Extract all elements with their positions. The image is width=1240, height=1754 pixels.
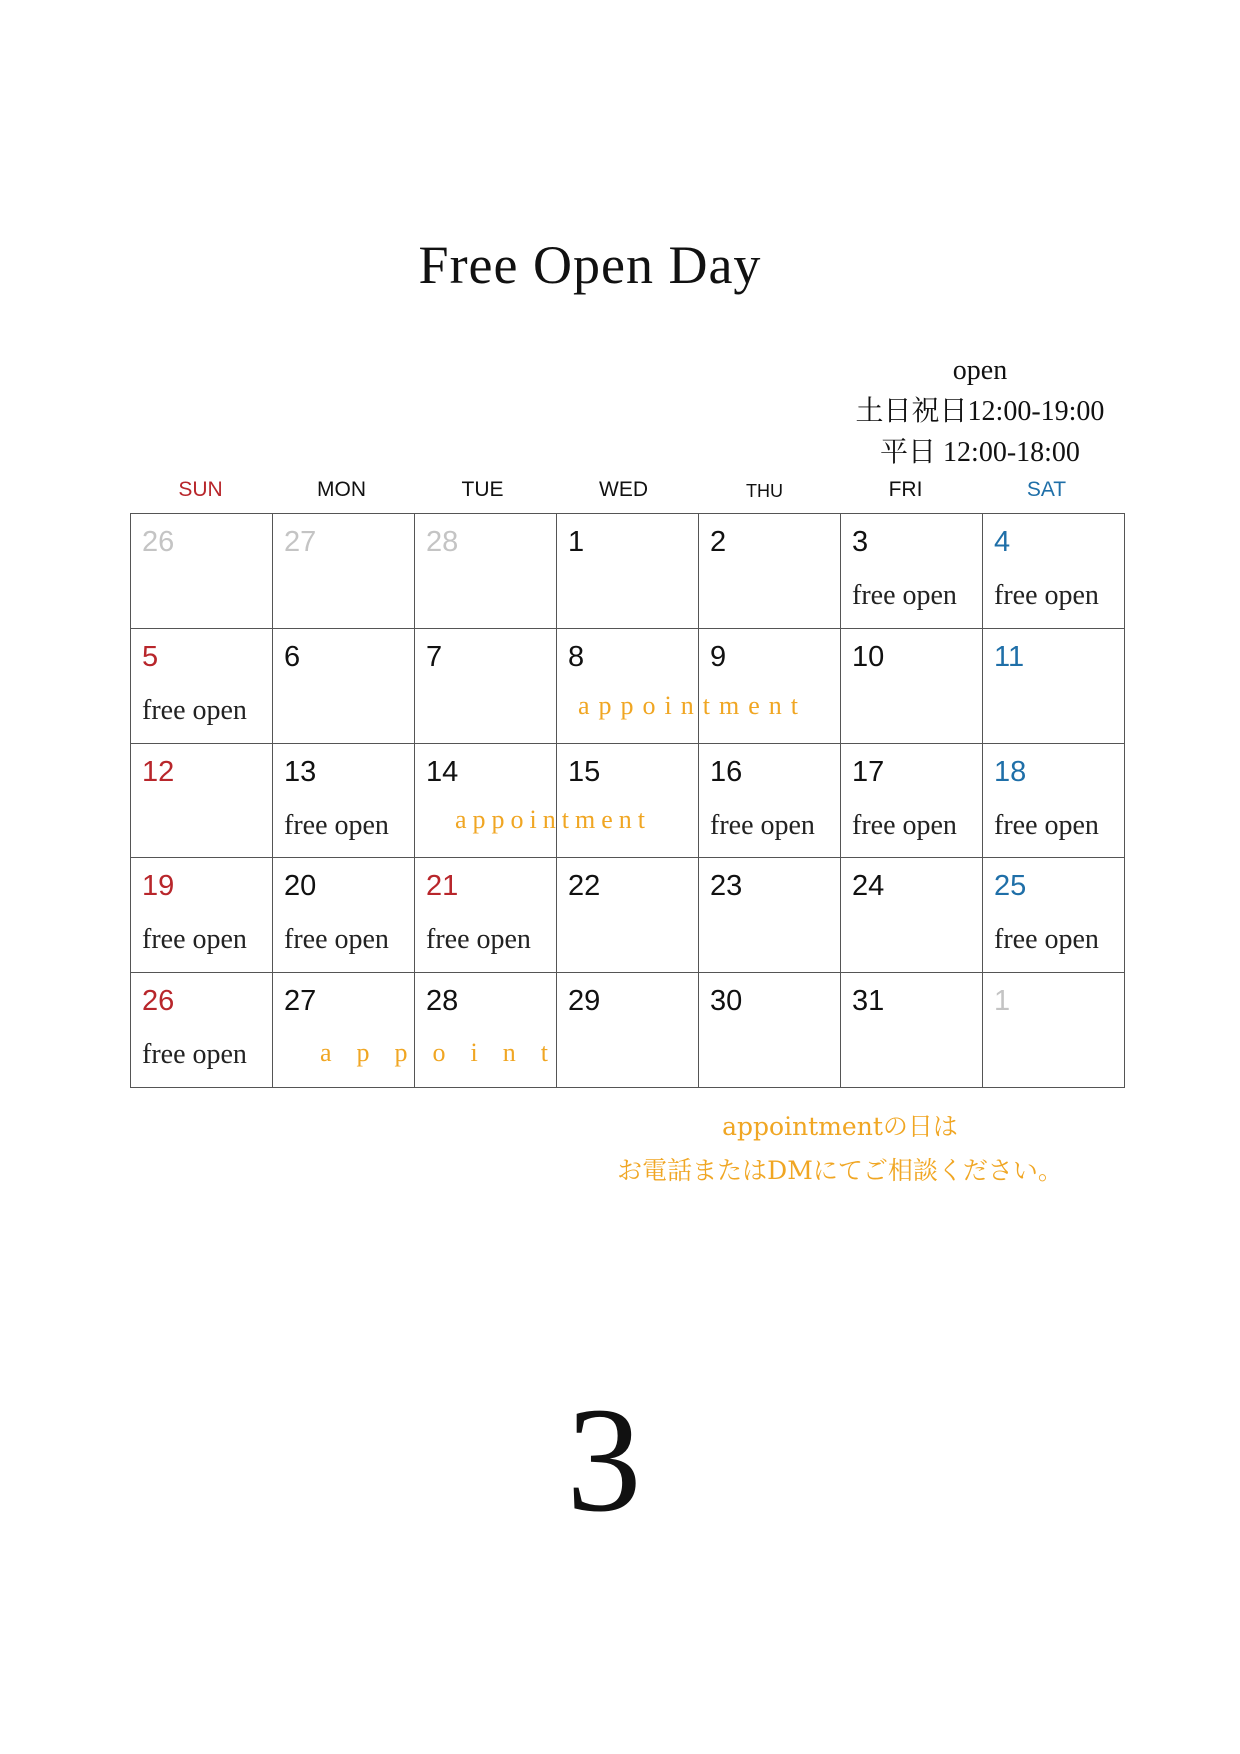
calendar-day-cell (557, 514, 699, 629)
calendar-week-row (131, 973, 1125, 1088)
note-line-1: appointmentの日は (722, 1112, 958, 1141)
calendar-day-cell (131, 514, 273, 629)
calendar-day-cell (557, 628, 699, 743)
day-number: 26 (142, 985, 175, 1018)
calendar-day-cell (415, 514, 557, 629)
day-number: 1 (568, 526, 585, 558)
day-number: 9 (710, 640, 727, 673)
hours-weekend: 土日祝日12:00-19:00 (855, 396, 1105, 427)
free-open-label: free open (994, 924, 1099, 956)
calendar-day-cell (983, 628, 1125, 743)
calendar-day-cell (415, 973, 557, 1088)
weekday-header-thu: THU (746, 481, 783, 501)
calendar-day-cell (983, 973, 1125, 1088)
day-number: 28 (426, 526, 459, 558)
calendar-day-cell (415, 628, 557, 743)
day-number: 1 (994, 985, 1011, 1018)
calendar-day-cell (557, 973, 699, 1088)
day-number: 31 (852, 985, 885, 1018)
day-number: 3 (852, 526, 869, 558)
calendar-day-cell (841, 628, 983, 743)
day-number: 5 (142, 640, 159, 673)
calendar-day-cell (841, 858, 983, 973)
calendar-day-cell (699, 973, 841, 1088)
note-line-2: お電話またはDMにてご相談ください。 (617, 1156, 1063, 1185)
hours-weekday: 平日 12:00-18:00 (880, 437, 1080, 468)
calendar-day-cell (841, 743, 983, 858)
calendar-day-cell (699, 743, 841, 858)
calendar-day-cell (131, 973, 273, 1088)
calendar-day-cell (557, 743, 699, 858)
free-open-label: free open (994, 580, 1099, 611)
day-number: 13 (284, 755, 317, 788)
day-number: 25 (994, 870, 1027, 903)
day-number: 30 (710, 985, 743, 1018)
free-open-label: free open (142, 924, 247, 956)
calendar-day-cell (841, 973, 983, 1088)
day-number: 23 (710, 870, 743, 903)
free-open-label: free open (142, 1039, 247, 1071)
day-number: 4 (994, 526, 1011, 558)
day-number: 19 (142, 870, 175, 903)
day-number: 16 (710, 755, 743, 788)
weekday-header-mon: MON (317, 478, 366, 501)
day-number: 12 (142, 755, 175, 788)
appointment-label-week2: appointment (578, 691, 807, 720)
calendar-day-cell (699, 858, 841, 973)
calendar-day-cell (699, 514, 841, 629)
calendar (130, 513, 1118, 1088)
calendar-day-cell (557, 858, 699, 973)
calendar-day-cell (841, 514, 983, 629)
free-open-label: free open (284, 809, 389, 841)
calendar-week-row (131, 628, 1125, 743)
free-open-label: free open (710, 809, 815, 841)
day-number: 29 (568, 985, 601, 1018)
calendar-day-cell (983, 858, 1125, 973)
weekday-header-sat: SAT (1026, 478, 1067, 501)
day-number: 20 (284, 870, 317, 903)
calendar-day-cell (983, 743, 1125, 858)
weekday-header-wed: WED (599, 478, 648, 501)
appointment-label-week5: appoint (320, 1038, 573, 1067)
opening-hours (830, 350, 1130, 473)
day-number: 2 (710, 526, 727, 558)
calendar-week-row (131, 514, 1125, 629)
day-number: 22 (568, 870, 601, 903)
day-number: 24 (852, 870, 885, 903)
day-number: 26 (142, 526, 175, 558)
calendar-grid (130, 513, 1125, 1088)
calendar-day-cell (131, 743, 273, 858)
calendar-week-row (131, 858, 1125, 973)
day-number: 27 (284, 985, 317, 1018)
calendar-day-cell (415, 858, 557, 973)
free-open-label: free open (852, 580, 957, 611)
calendar-week-row (131, 743, 1125, 858)
page-title: Free Open Day (418, 235, 762, 295)
day-number: 27 (284, 526, 317, 558)
calendar-day-cell (273, 858, 415, 973)
day-number: 11 (994, 640, 1025, 673)
day-number: 17 (852, 755, 885, 788)
calendar-day-cell (983, 514, 1125, 629)
free-open-label: free open (142, 694, 247, 726)
day-number: 10 (852, 640, 885, 673)
weekday-header-tue: TUE (461, 478, 504, 501)
free-open-label: free open (284, 924, 389, 956)
calendar-day-cell (131, 628, 273, 743)
hours-label: open (952, 355, 1008, 386)
day-number: 7 (426, 640, 443, 673)
calendar-day-cell (415, 743, 557, 858)
day-number: 28 (426, 985, 459, 1018)
appointment-note (560, 1105, 1120, 1193)
appointment-label-week3: appointment (455, 805, 651, 834)
month-number: 3 (566, 1377, 642, 1543)
calendar-day-cell (273, 628, 415, 743)
weekday-header-fri: FRI (888, 478, 923, 501)
day-number: 14 (426, 755, 459, 788)
free-open-label: free open (852, 809, 957, 841)
weekday-header-sun: SUN (178, 478, 223, 501)
free-open-label: free open (426, 924, 531, 956)
free-open-label: free open (994, 809, 1099, 841)
day-number: 18 (994, 755, 1027, 788)
day-number: 21 (426, 870, 459, 903)
day-number: 6 (284, 640, 301, 673)
calendar-day-cell (273, 743, 415, 858)
calendar-day-cell (273, 514, 415, 629)
calendar-day-cell (273, 973, 415, 1088)
calendar-day-cell (699, 628, 841, 743)
calendar-day-cell (131, 858, 273, 973)
day-number: 15 (568, 755, 601, 788)
day-number: 8 (568, 640, 585, 673)
